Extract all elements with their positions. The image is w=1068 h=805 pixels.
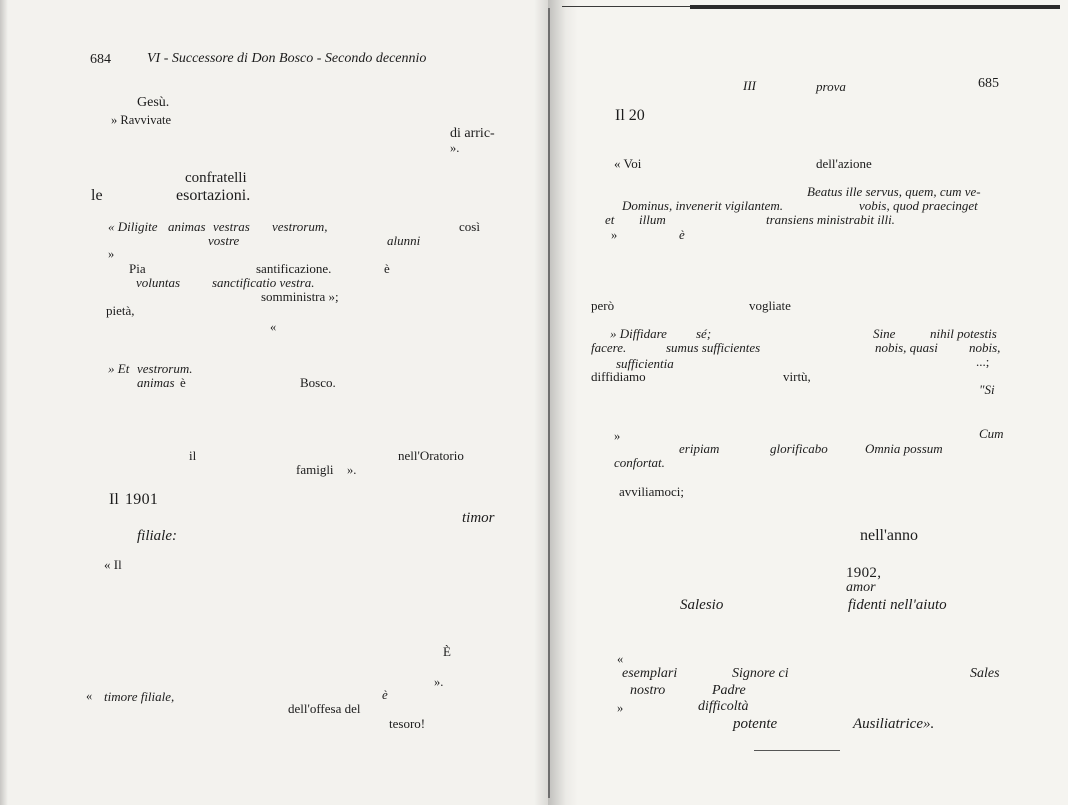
text-fragment: di arric-	[450, 126, 495, 141]
text-fragment: le	[91, 187, 103, 204]
page-edge-shadow	[0, 0, 8, 805]
text-fragment: nobis,	[969, 340, 1001, 355]
text-fragment: illum	[639, 212, 666, 227]
text-fragment: esortazioni.	[176, 187, 251, 204]
text-fragment: « Voi	[614, 156, 642, 171]
text-fragment: Cum	[979, 426, 1004, 441]
text-fragment: nostro	[630, 683, 666, 698]
text-fragment: «	[86, 689, 93, 703]
text-fragment: è	[382, 687, 388, 702]
text-fragment: 1902,	[846, 565, 882, 581]
text-fragment: confortat.	[614, 455, 665, 470]
text-fragment: 1901	[125, 491, 159, 508]
text-fragment: timor	[462, 510, 495, 526]
text-fragment: Il 20	[615, 107, 645, 124]
text-fragment: glorificabo	[770, 441, 828, 456]
text-fragment: nell'anno	[860, 527, 918, 544]
text-fragment: Omnia possum	[865, 441, 943, 456]
text-fragment: facere.	[591, 340, 627, 355]
text-fragment: vestrorum.	[137, 361, 193, 376]
text-fragment: dell'offesa del	[288, 701, 361, 716]
text-fragment: vestras	[213, 219, 250, 234]
text-fragment: però	[591, 298, 615, 313]
text-fragment: «	[270, 320, 277, 334]
text-fragment: Bosco.	[300, 375, 336, 390]
text-fragment: Salesio	[680, 597, 724, 613]
text-fragment: nell'Oratorio	[398, 448, 464, 463]
text-fragment: «	[617, 652, 624, 666]
text-fragment: Pia	[129, 261, 146, 276]
text-fragment: potente	[733, 716, 778, 732]
page-number: 685	[978, 76, 999, 91]
text-fragment: »	[108, 247, 115, 261]
text-fragment: ».	[450, 141, 460, 155]
text-fragment: tesoro!	[389, 716, 426, 731]
text-fragment: vogliate	[749, 298, 791, 313]
text-fragment: vestrorum,	[272, 219, 328, 234]
text-fragment: difficoltà	[698, 699, 749, 714]
text-fragment: esemplari	[622, 666, 678, 681]
text-fragment: animas	[137, 375, 175, 390]
text-fragment: sé;	[696, 326, 712, 341]
text-fragment: nihil potestis	[930, 326, 997, 341]
text-fragment: vobis, quod praecinget	[859, 198, 978, 213]
text-fragment: diffidiamo	[591, 369, 646, 384]
text-fragment: il	[189, 448, 197, 463]
right-page	[548, 0, 1068, 805]
text-fragment: » Et	[108, 361, 130, 376]
text-fragment: È	[443, 644, 451, 659]
text-fragment: voluntas	[136, 275, 181, 290]
text-fragment: fidenti nell'aiuto	[848, 597, 947, 613]
text-fragment: santificazione.	[256, 261, 332, 276]
text-fragment: »	[617, 701, 624, 715]
text-fragment: » Ravvivate	[111, 113, 172, 127]
text-fragment: ».	[347, 463, 357, 477]
text-fragment: »	[614, 429, 621, 443]
text-fragment: Ausiliatrice».	[853, 716, 935, 732]
text-fragment: ...;	[976, 354, 990, 369]
text-fragment: « Il	[104, 557, 122, 572]
text-fragment: pietà,	[106, 303, 135, 318]
running-title: prova	[816, 79, 846, 94]
text-fragment: Dominus, invenerit vigilantem.	[622, 198, 784, 213]
text-fragment: » Diffidare	[610, 326, 667, 341]
text-fragment: transiens ministrabit illi.	[766, 212, 895, 227]
page-edge-line	[690, 5, 1060, 9]
text-fragment: « Diligite	[108, 219, 158, 234]
text-fragment: et	[605, 212, 615, 227]
text-fragment: Gesù.	[137, 95, 170, 110]
footnote-rule	[754, 750, 840, 751]
text-fragment: »	[611, 228, 618, 242]
chapter-number: III	[743, 78, 756, 93]
text-fragment: Il	[109, 491, 119, 508]
running-title: VI - Successore di Don Bosco - Secondo decennio	[147, 51, 427, 66]
text-fragment: è	[384, 261, 390, 276]
text-fragment: così	[459, 219, 480, 234]
text-fragment: Sine	[873, 326, 896, 341]
text-fragment: timore filiale,	[104, 689, 175, 704]
text-fragment: sufficientia	[616, 356, 674, 371]
text-fragment: alunni	[387, 233, 421, 248]
gutter-shadow	[534, 0, 548, 805]
text-fragment: animas	[168, 219, 206, 234]
text-fragment: Padre	[712, 683, 746, 698]
text-fragment: sumus sufficientes	[666, 340, 761, 355]
text-fragment: virtù,	[783, 369, 811, 384]
text-fragment: ».	[434, 675, 444, 689]
text-fragment: vostre	[208, 233, 240, 248]
text-fragment: è	[679, 227, 685, 242]
text-fragment: famigli	[296, 462, 334, 477]
text-fragment: confratelli	[185, 170, 247, 186]
text-fragment: Beatus ille servus, quem, cum ve-	[807, 184, 981, 199]
page-number: 684	[90, 52, 111, 67]
gutter-shadow	[548, 0, 578, 805]
text-fragment: sanctificatio vestra.	[212, 275, 315, 290]
text-fragment: Sales	[970, 666, 1000, 681]
text-fragment: nobis, quasi	[875, 340, 938, 355]
text-fragment: eripiam	[679, 441, 720, 456]
text-fragment: "Si	[979, 382, 995, 397]
text-fragment: dell'azione	[816, 156, 872, 171]
text-fragment: amor	[846, 580, 876, 595]
text-fragment: Signore ci	[732, 666, 789, 681]
gutter-line	[548, 8, 550, 798]
text-fragment: è	[180, 375, 186, 390]
text-fragment: somministra »;	[261, 289, 339, 304]
page-edge-line	[562, 6, 692, 7]
text-fragment: filiale:	[137, 528, 177, 544]
text-fragment: avviliamoci;	[619, 484, 684, 499]
